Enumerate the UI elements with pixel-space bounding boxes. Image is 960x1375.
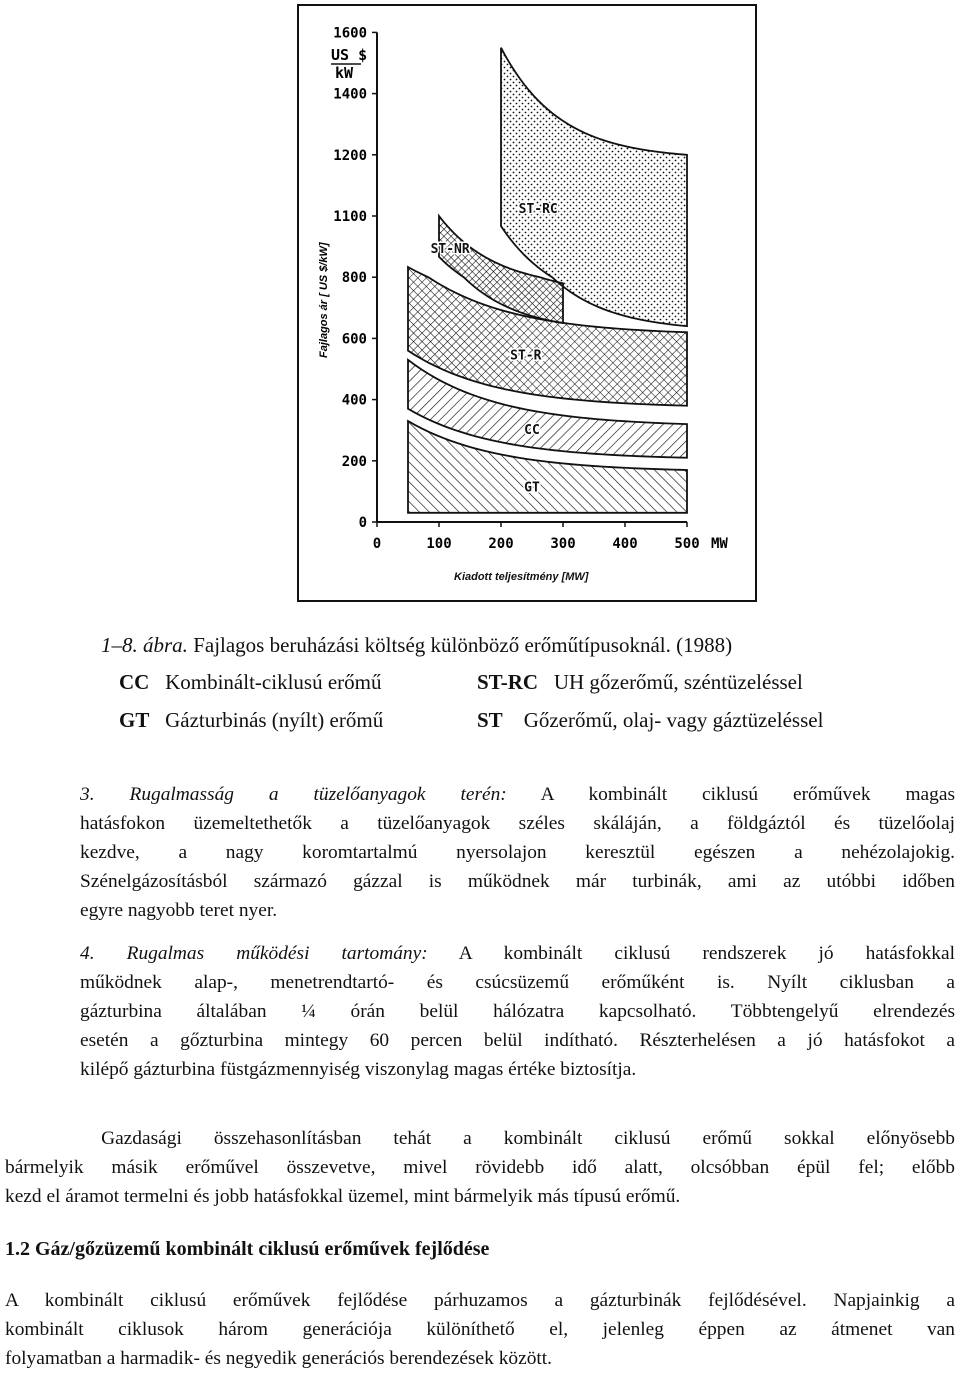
legend-desc: Kombinált-ciklusú erőmű <box>165 670 382 694</box>
chart-x-axis-label: Kiadott teljesítmény [MW] <box>454 571 589 583</box>
band-label-st-r: ST-R <box>510 348 542 364</box>
paragraph-line: 3. Rugalmasság a tüzelőanyagok terén: A kombinált ciklusú erőművek magas <box>80 784 955 805</box>
summary-paragraph <box>5 1124 955 1211</box>
paragraph-line: hatásfokon üzemeltethetők a tüzelőanyagok széles skáláján, a földgáztól és tüzelőolaj <box>80 813 955 834</box>
section-heading: 1.2 Gáz/gőzüzemű kombinált ciklusú erőművek fejlődése <box>5 1238 490 1260</box>
x-tick-label: 0 <box>372 536 382 552</box>
y-tick-label: 1400 <box>333 86 367 103</box>
legend-abbr: ST-RC <box>477 670 539 694</box>
item-3-paragraph <box>80 780 955 925</box>
y-tick-label: 1600 <box>333 25 367 42</box>
paragraph-line: esetén a gőzturbina mintegy 60 percen belül indítható. Részterhelésen a jó hatásfokot a <box>80 1030 955 1051</box>
paragraph-line: Gazdasági összehasonlításban tehát a kombinált ciklusú erőmű sokkal előnyösebb <box>5 1128 955 1149</box>
y-tick-label: 1100 <box>333 209 367 225</box>
legend-desc: UH gőzerőmű, széntüzeléssel <box>553 670 803 694</box>
x-tick-label: 100 <box>426 536 452 552</box>
section-paragraph <box>5 1286 955 1373</box>
x-tick-label: 300 <box>550 536 576 552</box>
x-tick-label: 400 <box>612 536 638 552</box>
legend-gt <box>119 708 383 732</box>
y-tick-label: 600 <box>341 331 367 348</box>
legend-st <box>477 708 823 732</box>
paragraph-line: kezd el áramot termelni és jobb hatásfokkal üzemel, mint bármelyik más típusú erőmű. <box>5 1186 681 1207</box>
legend-desc: Gőzerőmű, olaj- vagy gáztüzeléssel <box>523 708 824 732</box>
y-tick-label: 0 <box>358 515 367 531</box>
legend-strc <box>477 670 803 694</box>
band-label-st-nr: ST-NR <box>430 242 470 258</box>
y-tick-label: 800 <box>341 270 367 287</box>
y-tick-label: 400 <box>341 392 367 409</box>
y-axis-label: Fajlagos ár [ US $/kW] <box>318 242 330 358</box>
legend-abbr: CC <box>119 670 150 694</box>
legend-abbr: GT <box>119 708 150 732</box>
band-label-st-rc: ST-RC <box>518 202 558 218</box>
y-tick-label: 1200 <box>333 147 367 164</box>
paragraph-line: folyamatban a harmadik- és negyedik generációs berendezések között. <box>5 1348 553 1369</box>
paragraph-line: kombinált ciklusok három generációja különíthető el, jelenleg éppen az átmenet van <box>5 1319 955 1340</box>
caption-label: 1–8. ábra. <box>101 633 188 657</box>
y-unit-top: US $ <box>331 46 368 64</box>
y-unit-bottom: kW <box>335 64 354 82</box>
item-4-paragraph <box>80 939 955 1084</box>
paragraph-line: kilépő gázturbina füstgázmennyiség viszonylag magas értéke biztosítja. <box>80 1059 637 1080</box>
figure-caption <box>101 633 732 657</box>
legend-cc <box>119 670 381 694</box>
paragraph-line: A kombinált ciklusú erőművek fejlődése párhuzamos a gázturbinák fejlődésével. Napjainkig a <box>5 1290 955 1311</box>
x-tick-label: 500 <box>674 536 700 552</box>
band-label-cc: CC <box>524 423 540 439</box>
paragraph-line: egyre nagyobb teret nyer. <box>80 900 278 921</box>
cost-chart-figure <box>297 4 757 602</box>
paragraph-line: gázturbina általában ¼ órán belül hálózatra kapcsolható. Többtengelyű elrendezés <box>80 1001 955 1022</box>
caption-text: Fajlagos beruházási költség különböző erőműtípusoknál. (1988) <box>193 633 733 657</box>
paragraph-line: kezdve, a nagy koromtartalmú nyersolajon keresztül egészen a nehézolajokig. <box>80 842 955 863</box>
y-tick-label: 200 <box>341 453 367 470</box>
item-4-lead: 4. Rugalmas működési tartomány: <box>80 943 428 964</box>
paragraph-line: bármelyik másik erőművel összevetve, mivel rövidebb idő alatt, olcsóbban épül fel; előbb <box>5 1157 955 1178</box>
x-unit-label: MW <box>711 536 728 552</box>
item-3-lead: 3. Rugalmasság a tüzelőanyagok terén: <box>80 784 507 805</box>
paragraph-line: működnek alap-, menetrendtartó- és csúcsüzemű erőműként is. Nyílt ciklusban a <box>80 972 955 993</box>
paragraph-line: Szénelgázosításból származó gázzal is működnek már turbinák, ami az utóbbi időben <box>80 871 955 892</box>
legend-desc: Gázturbinás (nyílt) erőmű <box>165 708 384 732</box>
band-label-gt: GT <box>524 480 540 496</box>
x-tick-label: 200 <box>488 536 514 552</box>
paragraph-line: 4. Rugalmas működési tartomány: A kombinált ciklusú rendszerek jó hatásfokkal <box>80 943 955 964</box>
legend-abbr: ST <box>477 708 503 732</box>
cost-chart <box>299 6 755 600</box>
